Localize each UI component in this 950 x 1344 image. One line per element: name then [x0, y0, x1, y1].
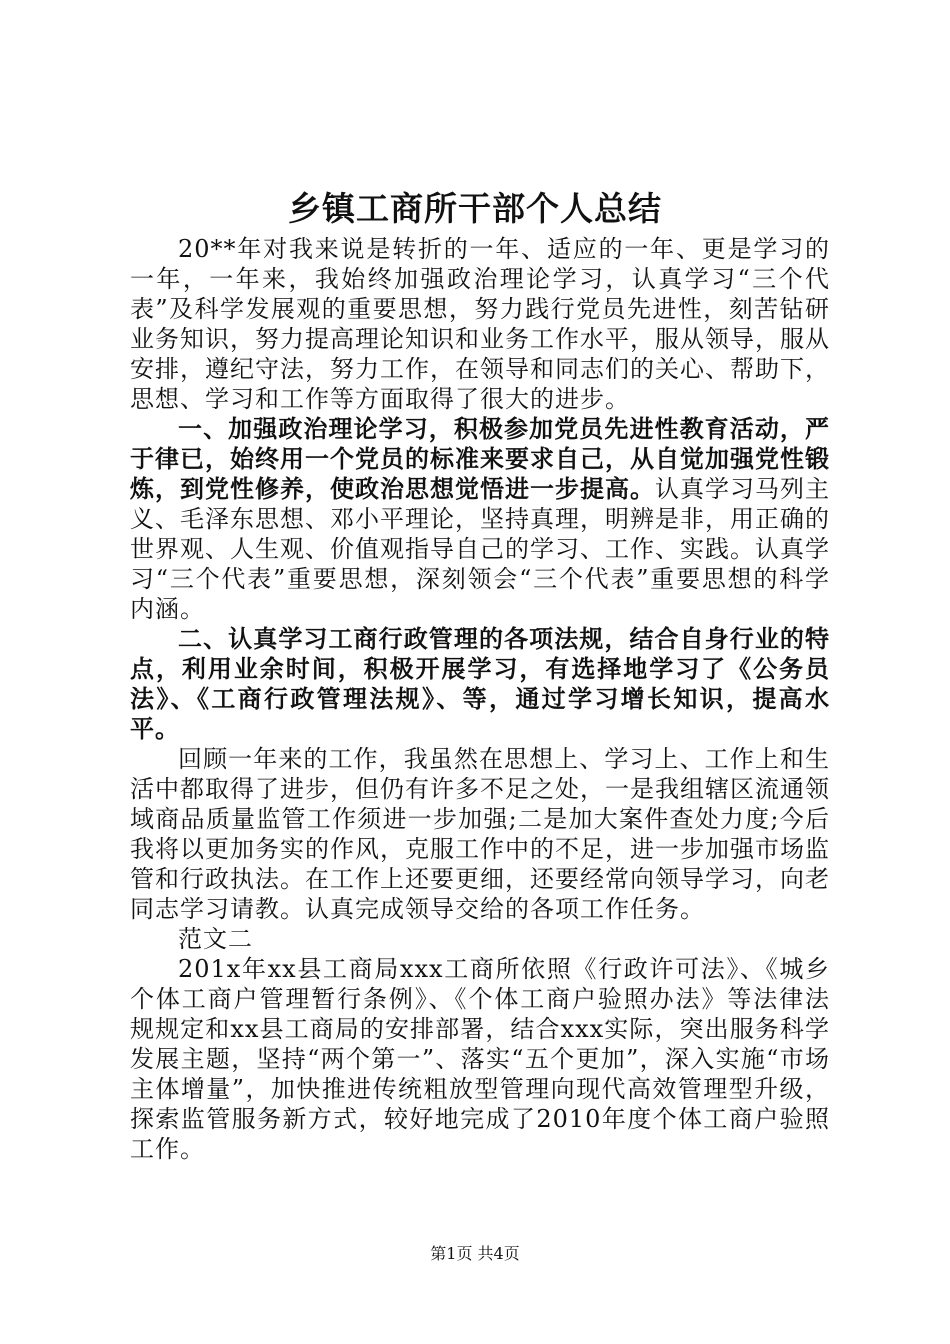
- paragraph-sample-two-label: 范文二: [178, 925, 253, 953]
- paragraph-review: 回顾一年来的工作，我虽然在思想上、学习上、工作上和生活中都取得了进步，但仍有许多不足之处，一是我组辖区流通领域商品质量监管工作须进一步加强;二是加大案件查处力度;今后我将以更加务实的作风，克服工作中的不足，进一步加强市场监管和行政执法。在工作上还要更细，还要经常向领导学习，向老同志学习请教。认真完成领导交给的各项工作任务。: [130, 745, 830, 923]
- section-one-body: 认真学习马列主义、毛泽东思想、邓小平理论，坚持真理，明辨是非，用正确的世界观、人生观、价值观指导自己的学习、工作、实践。认真学习“三个代表”重要思想，深刻领会“三个代表”重要思想的科学内涵。: [130, 475, 830, 623]
- document-title: 乡镇工商所干部个人总结: [288, 189, 662, 228]
- paragraph-sample-two-body: 201x年xx县工商局xxx工商所依照《行政许可法》、《城乡个体工商户管理暂行条例》、《个体工商户验照办法》等法律法规规定和xx县工商局的安排部署，结合xxx实际，突出服务科学发展主题，坚持“两个第一”、落实“五个更加”，深入实施“市场主体增量”，加快推进传统粗放型管理向现代高效管理型升级，探索监管服务新方式，较好地完成了2010年度个体工商户验照工作。: [130, 955, 830, 1163]
- paragraph-section-one: [130, 414, 830, 624]
- document-body: [130, 234, 830, 1164]
- paragraph-intro: 20**年对我来说是转折的一年、适应的一年、更是学习的一年，一年来，我始终加强政治理论学习，认真学习“三个代表”及科学发展观的重要思想，努力践行党员先进性，刻苦钻研业务知识，努力提高理论知识和业务工作水平，服从领导，服从安排，遵纪守法，努力工作，在领导和同志们的关心、帮助下，思想、学习和工作等方面取得了很大的进步。: [130, 235, 830, 413]
- page-number-footer: 第1页 共4页: [430, 1244, 520, 1263]
- paragraph-section-two: 二、认真学习工商行政管理的各项法规，结合自身行业的特点，利用业余时间，积极开展学习，有选择地学习了《公务员法》、《工商行政管理法规》、等，通过学习增长知识，提高水平。: [130, 625, 830, 743]
- section-one-heading: 一、加强政治理论学习，积极参加党员先进性教育活动，严于律已，始终用一个党员的标准来要求自己，从自觉加强党性锻炼，到党性修养，使政治思想觉悟进一步提高。: [130, 415, 830, 503]
